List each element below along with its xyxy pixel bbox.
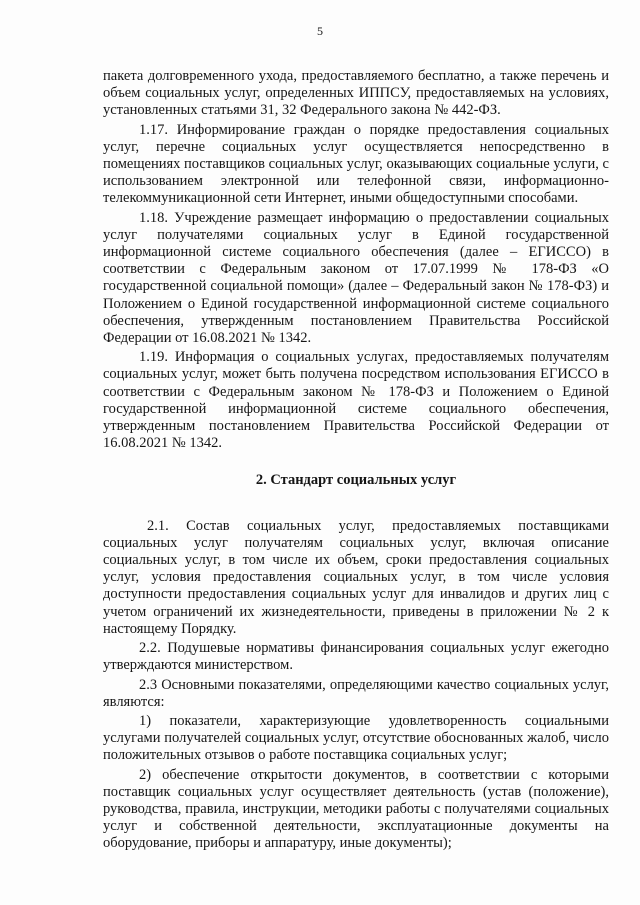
paragraph-2-1: 2.1. Состав социальных услуг, предоставляемых поставщиками социальных услуг получателям социальных услуг, включая описание социальных услуг, в том числе их объем, сроки предоставления социальных услуг, условия предоставления социальных услуг, в том числе условия доступности предоставления социальных услуг для инвалидов и других лиц с учетом ограничений их жизнедеятельности, приведены в приложении № 2 к настоящему Порядку. xyxy=(103,517,609,637)
page-number: 5 xyxy=(317,24,323,38)
paragraph-1-17: 1.17. Информирование граждан о порядке предоставления социальных услуг, перечне социальных услуг осуществляется непосредственно в помещениях поставщиков социальных услуг, оказывающих социальные услуги, с использованием электронной или телефонной связи, информационно-телекоммуникационной сети Интернет, иными общедоступными способами. xyxy=(103,121,609,207)
paragraph-2-2: 2.2. Подушевые нормативы финансирования социальных услуг ежегодно утверждаются министерством. xyxy=(103,640,609,674)
paragraph-2-3: 2.3 Основными показателями, определяющими качество социальных услуг, являются: xyxy=(103,676,609,710)
paragraph-1-18: 1.18. Учреждение размещает информацию о предоставлении социальных услуг получателями социальных услуг в Единой государственной информационной системе социального обеспечения (далее – ЕГИССО) в соответствии с Федеральным законом от 17.07.1999 № 178-ФЗ «О государственной социальной помощи» (далее – Федеральный закон № 178-ФЗ) и Положением о Единой государственной информационной системе социального обеспечения, утвержденным постановлением Правительства Российской Федерации от 16.08.2021 № 1342. xyxy=(103,209,609,347)
paragraph-1-19: 1.19. Информация о социальных услугах, предоставляемых получателям социальных услуг, может быть получена посредством использования ЕГИССО в соответствии с Федеральным законом № 178-ФЗ и Положением о Единой государственной информационной системе социального обеспечения, утвержденным постановлением Правительства Российской Федерации от 16.08.2021 № 1342. xyxy=(103,349,609,452)
section-title: 2. Стандарт социальных услуг xyxy=(255,472,457,489)
list-item-1: 1) показатели, характеризующие удовлетворенность социальными услугами получателей социальных услуг, отсутствие обоснованных жалоб, число положительных отзывов о работе поставщика социальных услуг; xyxy=(103,712,609,764)
paragraph-continuation: пакета долговременного ухода, предоставляемого бесплатно, а также перечень и объем социальных услуг, определенных ИППСУ, предоставляемых на условиях, установленных статьями 31, 32 Федерального закона № 442-ФЗ. xyxy=(103,68,609,119)
list-item-2: 2) обеспечение открытости документов, в соответствии с которыми поставщик социальных услуг осуществляет деятельность (устав (положение), руководства, правила, инструкции, методики работы с получателями социальных услуг и собственной деятельности, эксплуатационные документы на оборудование, приборы и аппаратуру, иные документы); xyxy=(103,766,609,852)
document-body xyxy=(103,68,609,853)
